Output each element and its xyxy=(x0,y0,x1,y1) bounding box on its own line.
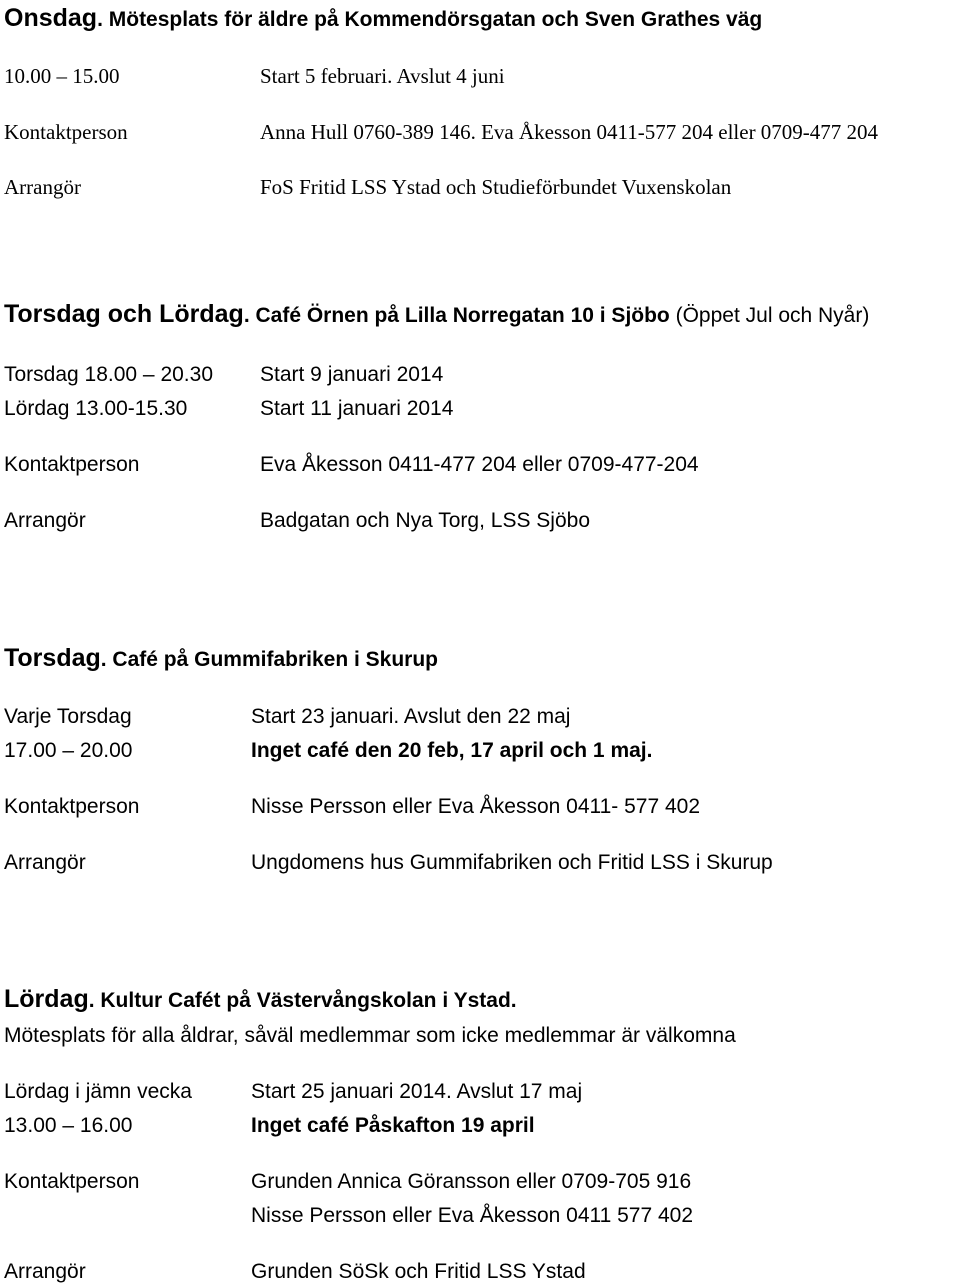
section-3-organizer-label: Arrangör xyxy=(4,851,86,874)
section-2-time-1: Torsdag 18.00 – 20.30 xyxy=(4,363,213,386)
section-1-day: Onsdag xyxy=(4,4,98,32)
section-4-organizer: Grunden SöSk och Fritid LSS Ystad xyxy=(251,1260,586,1283)
section-2-time-2: Lördag 13.00-15.30 xyxy=(4,397,188,420)
section-4-heading xyxy=(4,987,517,1012)
section-1-title: . Mötesplats för äldre på Kommendörsgatan och Sven Grathes väg xyxy=(97,8,763,31)
section-3-dates: Start 23 januari. Avslut den 22 maj xyxy=(251,705,571,728)
section-1-contact-label: Kontaktperson xyxy=(4,120,128,144)
section-3-day: Torsdag xyxy=(4,644,101,672)
section-2-start-1: Start 9 januari 2014 xyxy=(260,363,444,386)
section-2-day: Torsdag och Lördag xyxy=(4,300,244,328)
section-4-organizer-label: Arrangör xyxy=(4,1260,86,1283)
section-4-contact-1: Grunden Annica Göransson eller 0709-705 916 xyxy=(251,1170,692,1193)
section-2-heading xyxy=(4,302,869,327)
section-3-contact-label: Kontaktperson xyxy=(4,795,140,818)
section-4-time: 13.00 – 16.00 xyxy=(4,1114,133,1137)
section-3-no-cafe: Inget café den 20 feb, 17 april och 1 maj. xyxy=(251,739,653,762)
section-1-organizer-label: Arrangör xyxy=(4,175,81,199)
section-3-title: . Café på Gummifabriken i Skurup xyxy=(100,648,439,671)
section-4-title: . Kultur Cafét på Västervångskolan i Ystad. xyxy=(88,989,517,1012)
section-1-time: 10.00 – 15.00 xyxy=(4,64,120,88)
section-2-title: . Café Örnen på Lilla Norregatan 10 i Sjöbo xyxy=(243,304,670,327)
section-2-note: (Öppet Jul och Nyår) xyxy=(669,304,870,327)
section-1-heading xyxy=(4,6,762,31)
section-2-contact: Eva Åkesson 0411-477 204 eller 0709-477-204 xyxy=(260,453,699,476)
section-2-organizer-label: Arrangör xyxy=(4,509,86,532)
section-2-organizer: Badgatan och Nya Torg, LSS Sjöbo xyxy=(260,509,591,532)
section-4-when: Lördag i jämn vecka xyxy=(4,1080,192,1103)
section-1-dates: Start 5 februari. Avslut 4 juni xyxy=(260,64,505,88)
section-4-intro: Mötesplats för alla åldrar, såväl medlemmar som icke medlemmar är välkomna xyxy=(4,1024,736,1047)
section-3-heading xyxy=(4,646,438,671)
section-3-contact: Nisse Persson eller Eva Åkesson 0411- 577 402 xyxy=(251,795,701,818)
section-4-day: Lördag xyxy=(4,985,89,1013)
section-2-start-2: Start 11 januari 2014 xyxy=(260,397,454,420)
section-1-contact: Anna Hull 0760-389 146. Eva Åkesson 0411-577 204 eller 0709-477 204 xyxy=(260,120,879,144)
section-3-time: 17.00 – 20.00 xyxy=(4,739,133,762)
section-1-organizer: FoS Fritid LSS Ystad och Studieförbundet Vuxenskolan xyxy=(260,175,732,199)
section-3-organizer: Ungdomens hus Gummifabriken och Fritid LSS i Skurup xyxy=(251,851,773,874)
section-4-contact-label: Kontaktperson xyxy=(4,1170,140,1193)
section-3-when: Varje Torsdag xyxy=(4,705,132,728)
section-4-dates: Start 25 januari 2014. Avslut 17 maj xyxy=(251,1080,583,1103)
section-4-contact-2: Nisse Persson eller Eva Åkesson 0411 577 402 xyxy=(251,1204,694,1227)
section-4-no-cafe: Inget café Påskafton 19 april xyxy=(251,1114,535,1137)
section-2-contact-label: Kontaktperson xyxy=(4,453,140,476)
